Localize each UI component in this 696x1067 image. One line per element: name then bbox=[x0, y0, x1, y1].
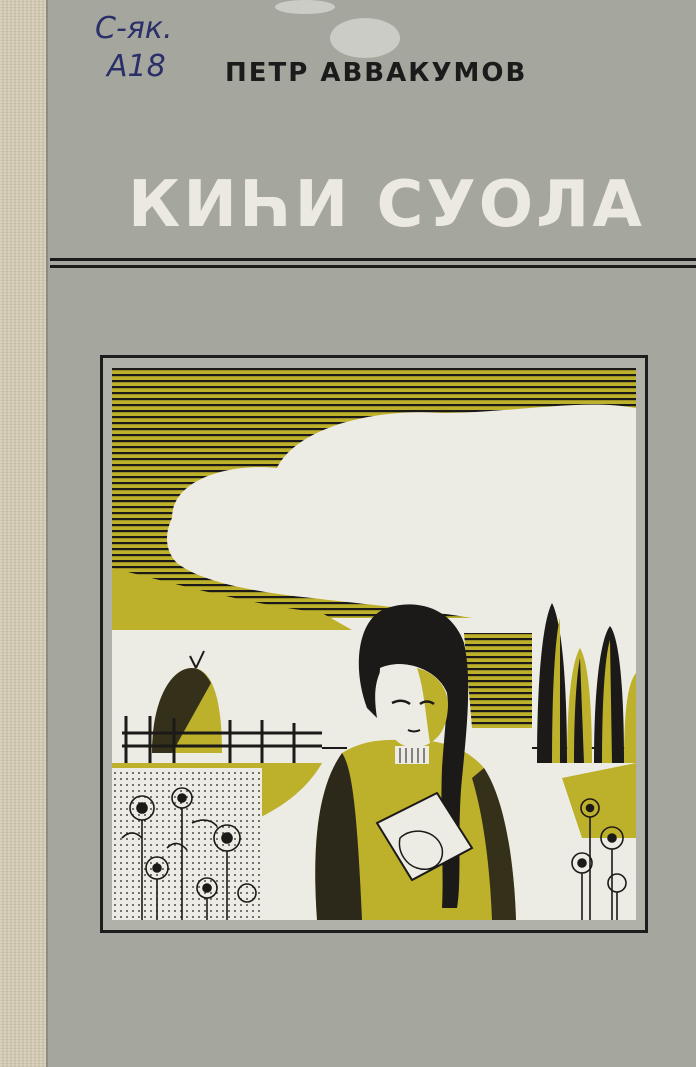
wear-mark bbox=[275, 0, 335, 14]
library-shelf-mark bbox=[95, 10, 172, 86]
shelf-mark-line-1: С-як. bbox=[95, 11, 173, 46]
book-title: КИҺИ СУОЛА bbox=[128, 168, 645, 242]
wear-mark bbox=[330, 18, 400, 58]
title-rule-top bbox=[50, 258, 696, 261]
cloth-spine bbox=[0, 0, 48, 1067]
sky bbox=[112, 368, 636, 630]
title-rule-bottom bbox=[50, 265, 696, 268]
flowers-left bbox=[112, 768, 262, 920]
shelf-mark-line-2: А18 bbox=[107, 49, 166, 84]
author-name: ПЕТР АВВАКУМОВ bbox=[225, 58, 528, 88]
cover-illustration bbox=[112, 368, 636, 920]
